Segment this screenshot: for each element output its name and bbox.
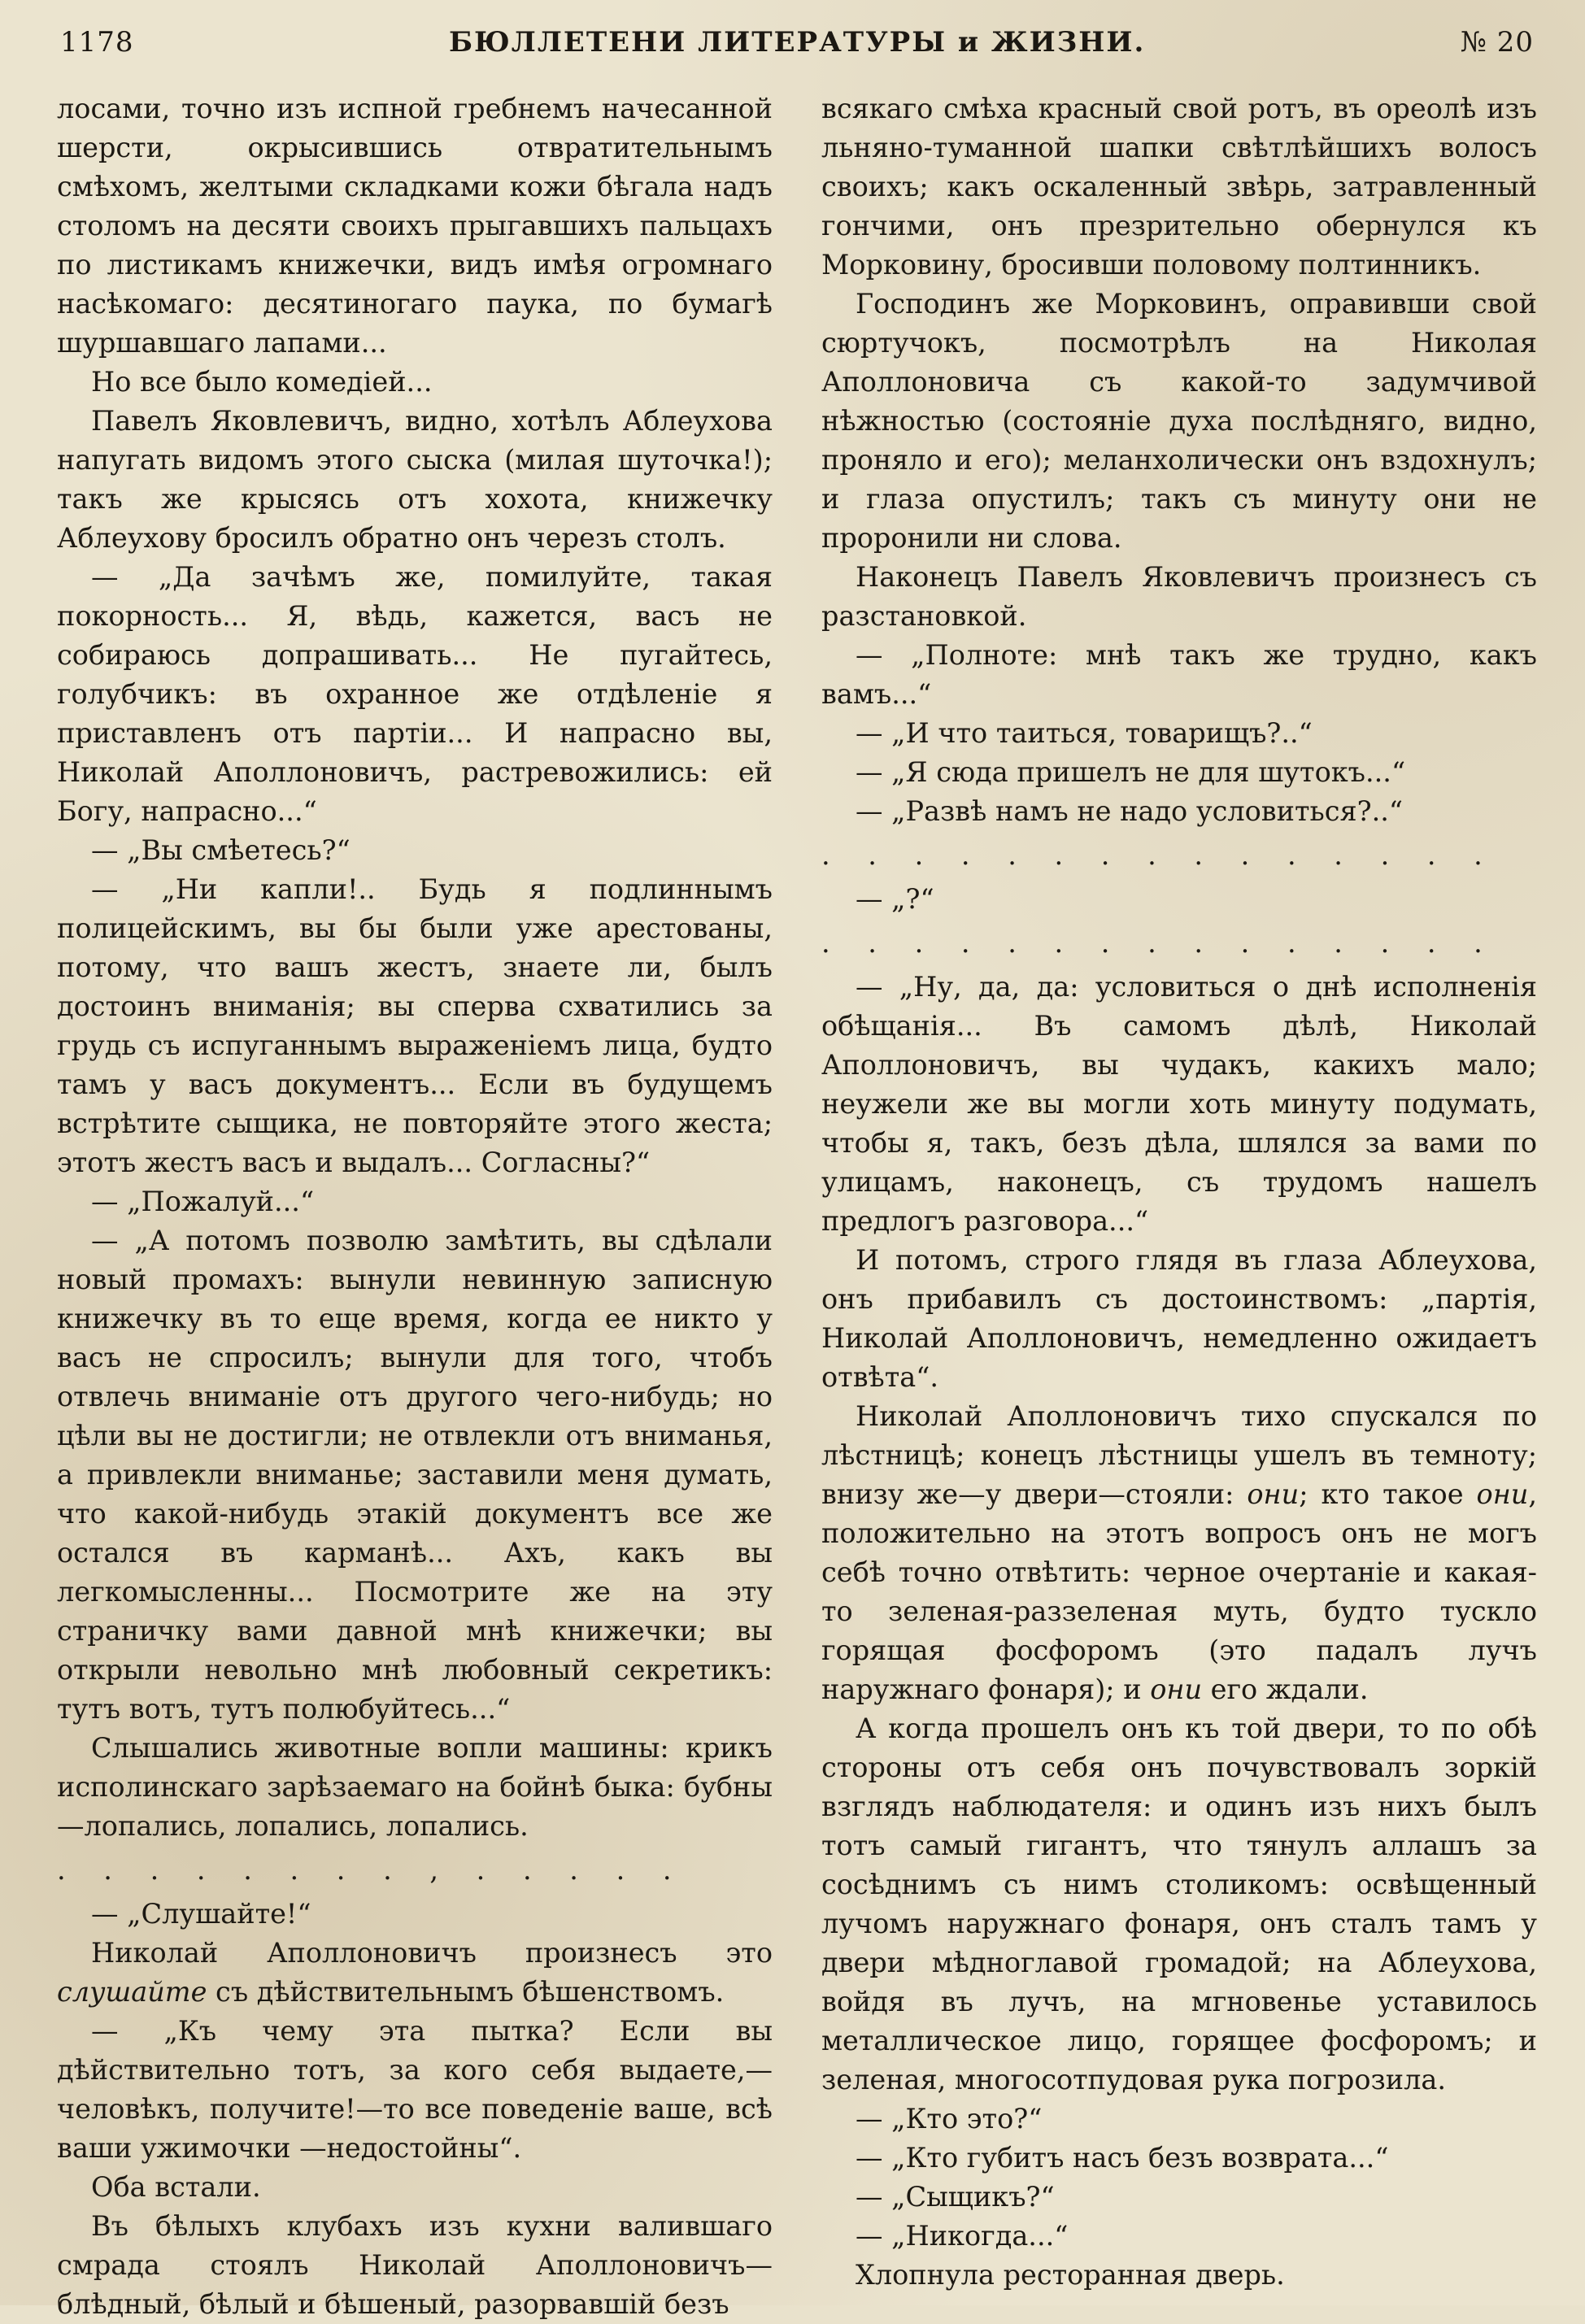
text-run: Николай Аполлоновичъ произнесъ это — [91, 1937, 773, 1969]
paragraph: — „Къ чему эта пытка? Если вы дѣйствительно тотъ, за кого себя выдаете,—человѣкъ, получите!—то все поведенiе ваше, всѣ ваши ужимочки —недостойны“. — [57, 2015, 773, 2164]
italic-word: они — [1150, 1673, 1203, 1705]
ellipsis-divider: . . . . . . . . , . . . . . — [57, 1854, 686, 1886]
paragraph: Хлопнула ресторанная дверь. — [856, 2259, 1285, 2291]
paragraph: — „Развѣ намъ не надо условиться?..“ — [856, 795, 1404, 827]
paragraph: — „Кто губитъ насъ безъ возврата...“ — [856, 2142, 1389, 2174]
paragraph — [57, 1934, 773, 2012]
page-number: 1178 — [60, 26, 134, 59]
paragraph: — „Пожалуй...“ — [91, 1186, 315, 1217]
paragraph: — „Полноте: мнѣ такъ же трудно, какъ вамъ...“ — [821, 639, 1537, 710]
left-column — [57, 89, 773, 2320]
paragraph: Но все было комедiей... — [91, 366, 433, 398]
paragraph: — „Слушайте!“ — [91, 1898, 311, 1930]
paragraph: Оба встали. — [91, 2171, 261, 2203]
paragraph: Наконецъ Павелъ Яковлевичъ произнесъ съ разстановкой. — [821, 561, 1537, 632]
right-column — [821, 89, 1537, 2291]
paragraph: — „?“ — [856, 883, 934, 915]
paragraph: — „Вы смѣетесь?“ — [91, 834, 351, 866]
paragraph: И потомъ, строго глядя въ глаза Аблеухова, онъ прибавилъ съ достоинствомъ: „партiя, Николай Аполлоновичъ, немедленно ожидаетъ отвѣта“. — [821, 1244, 1537, 1393]
italic-word: они — [1476, 1478, 1529, 1510]
text-run: его ждали. — [1202, 1673, 1369, 1705]
italic-word: они — [1247, 1478, 1300, 1510]
paragraph: — „Никогда...“ — [856, 2220, 1069, 2252]
paragraph: А когда прошелъ онъ къ той двери, то по обѣ стороны отъ себя онъ почувствовалъ зоркiй взглядъ наблюдателя: и одинъ изъ нихъ былъ тотъ самый гигантъ, что тянулъ аллашъ за сосѣднимъ съ нимъ столикомъ: освѣщенный лучомъ наружнаго фонаря, онъ сталъ тамъ у двери мѣдноглавой громадой; на Аблеухова, войдя въ лучъ, на мгновенье уставилось металлическое лицо, горящее фосфоромъ; и зеленая, многосотпудовая рука погрозила. — [821, 1713, 1537, 2096]
paragraph: — „А потомъ позволю замѣтить, вы сдѣлали новый промахъ: вынули невинную записную книжечку въ то еще время, когда ее никто у васъ не спросилъ; вынули для того, чтобъ отвлечь вниманiе отъ другого чего-нибудь; но цѣли вы не достигли; не отвлекли отъ вниманья, а привлекли вниманье; заставили меня думать, что какой-нибудь этакiй документъ все же остался въ карманѣ... Ахъ, какъ вы легкомысленны... Посмотрите же на эту страничку вами давной мнѣ книжечки; вы открыли невольно мнѣ любовный секретикъ: тутъ вотъ, тутъ полюбуйтесь...“ — [57, 1225, 773, 1725]
paragraph: — „Я сюда пришелъ не для шутокъ...“ — [856, 756, 1406, 788]
text-run: съ дѣйствительнымъ бѣшенствомъ. — [207, 1976, 725, 2008]
issue-number: № 20 — [1460, 26, 1534, 59]
paragraph: Слышались животные вопли машины: крикъ исполинскаго зарѣзаемаго на бойнѣ быка: бубны—лопались, лопались, лопались. — [57, 1732, 773, 1842]
ellipsis-divider: . . . . . . . . . . . . . . . — [821, 927, 1497, 959]
journal-title: БЮЛЛЕТЕНИ ЛИТЕРАТУРЫ и ЖИЗНИ. — [448, 26, 1146, 59]
paragraph: Въ бѣлыхъ клубахъ изъ кухни валившаго смрада стоялъ Николай Аполлоновичъ—блѣдный, бѣлый и бѣшеный, разорвавшiй безъ — [57, 2210, 773, 2320]
ellipsis-divider: . . . . . . . . . . . . . . . — [821, 839, 1497, 871]
paragraph: — „Ни капли!.. Будь я подлиннымъ полицейскимъ, вы бы были уже арестованы, потому, что вашъ жестъ, знаете ли, былъ достоинъ вниманiя; вы сперва схватились за грудь съ испуганнымъ выраженiемъ лица, будто тамъ у васъ документъ... Если въ будущемъ встрѣтите сыщика, не повторяйте этого жеста; этотъ жестъ васъ и выдалъ... Согласны?“ — [57, 873, 773, 1178]
paragraph: — „Кто это?“ — [856, 2103, 1043, 2135]
paragraph: — „Да зачѣмъ же, помилуйте, такая покорность... Я, вѣдь, кажется, васъ не собираюсь допрашивать... Не пугайтесь, голубчикъ: въ охранное же отдѣленiе я приставленъ отъ партiи... И напрасно вы, Николай Аполлоновичъ, растревожились: ей Богу, напрасно...“ — [57, 561, 773, 827]
paragraph: Господинъ же Морковинъ, оправивши свой сюртучокъ, посмотрѣлъ на Николая Аполлоновича съ какой-то задумчивой нѣжностью (состоянiе духа послѣдняго, видно, проняло и его); меланхолически онъ вздохнулъ; и глаза опустилъ; такъ съ минуту они не проронили ни слова. — [821, 288, 1537, 554]
text-run: ; кто такое — [1299, 1478, 1477, 1510]
paragraph: всякаго смѣха красный свой ротъ, въ ореолѣ изъ льняно-туманной шапки свѣтлѣйшихъ волосъ своихъ; какъ оскаленный звѣрь, затравленный гончими, онъ презрительно обернулся къ Морковину, бросивши половому полтинникъ. — [821, 93, 1537, 281]
paragraph: лосами, точно изъ испной гребнемъ начесанной шерсти, окрысившись отвратительнымъ смѣхомъ, желтыми складками кожи бѣгала надъ столомъ на десяти своихъ прыгавшихъ пальцахъ по листикамъ книжечки, видъ имѣя огромнаго насѣкомаго: десятиногаго паука, по бумагѣ шуршавшаго лапами... — [57, 93, 773, 359]
paragraph — [821, 1397, 1537, 1709]
page-header — [60, 18, 1534, 67]
text-run: , положительно на этотъ вопросъ онъ не могъ себѣ точно отвѣтить: черное очертанiе и какая-то зеленая-раззеленая муть, будто тускло горящая фосфоромъ (это падалъ лучъ наружнаго фонаря); и — [821, 1478, 1537, 1705]
italic-word: слушайте — [57, 1976, 207, 2008]
paragraph: — „Ну, да, да: условиться о днѣ исполненiя обѣщанiя... Въ самомъ дѣлѣ, Николай Аполлоновичъ, вы чудакъ, какихъ мало; неужели же вы могли хоть минуту подумать, чтобы я, такъ, безъ дѣла, шлялся за вами по улицамъ, наконецъ, съ трудомъ нашелъ предлогъ разговора...“ — [821, 971, 1537, 1237]
text-run: Николай Аполлоновичъ тихо спускался по лѣстницѣ; конецъ лѣстницы ушелъ въ темноту; внизу же—у двери—стояли: — [821, 1400, 1537, 1510]
paragraph: Павелъ Яковлевичъ, видно, хотѣлъ Аблеухова напугать видомъ этого сыска (милая шуточка!); такъ же крысясь отъ хохота, книжечку Аблеухову бросилъ обратно онъ черезъ столъ. — [57, 405, 773, 554]
paragraph: — „Сыщикъ?“ — [856, 2181, 1055, 2213]
paragraph: — „И что таиться, товарищъ?..“ — [856, 717, 1313, 749]
